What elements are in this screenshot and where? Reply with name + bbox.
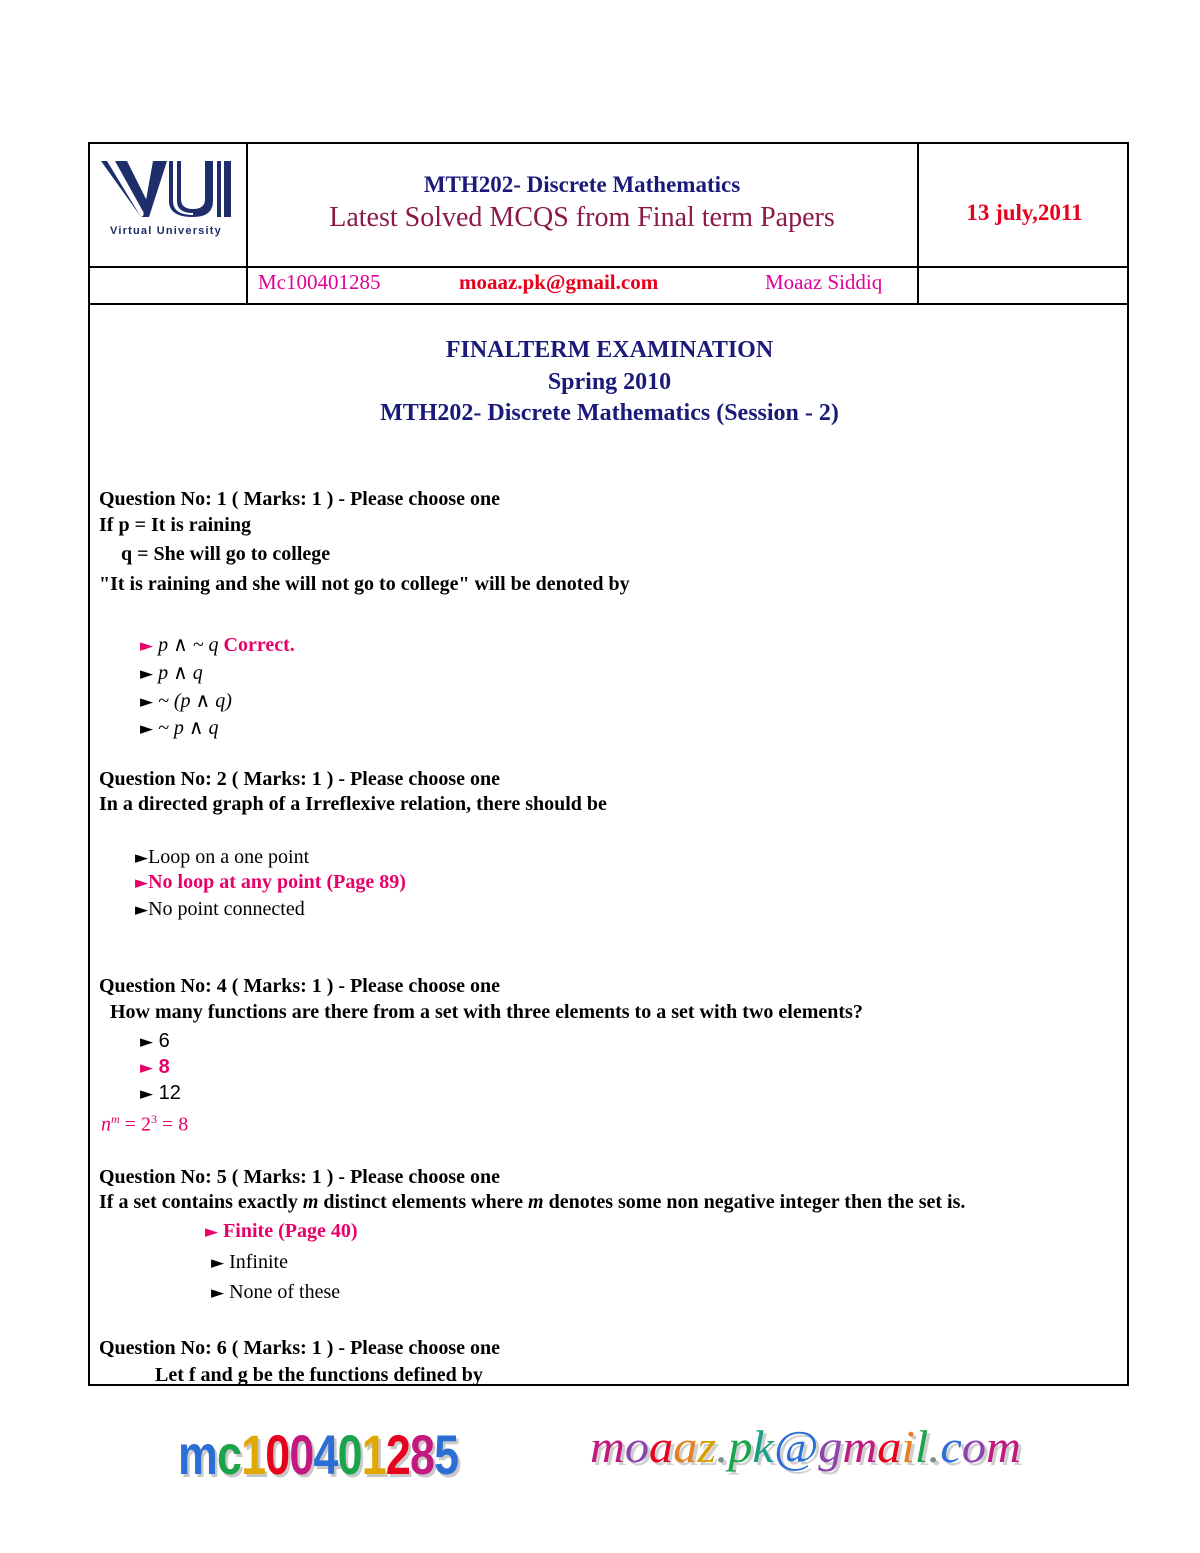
wm-char: 0 xyxy=(289,1423,314,1486)
question-2-heading: Question No: 2 ( Marks: 1 ) - Please choose one xyxy=(99,768,501,790)
option-text: No point connected xyxy=(148,898,305,920)
wm-char: k xyxy=(752,1421,774,1472)
formula-base: n xyxy=(101,1113,111,1136)
wm-char: m xyxy=(985,1421,1021,1472)
option-text: No loop at any point (Page 89) xyxy=(148,871,406,893)
question-5-option-2 xyxy=(211,1251,288,1274)
wm-char: c xyxy=(940,1421,962,1472)
question-4-heading: Question No: 4 ( Marks: 1 ) - Please choose one xyxy=(99,975,501,997)
header-bottom-line xyxy=(88,303,1129,305)
wm-char: a xyxy=(673,1421,698,1472)
wm-char: 4 xyxy=(313,1423,338,1486)
vu-logo xyxy=(97,153,235,239)
arrow-icon: ► xyxy=(140,692,154,712)
formula-exponent-2: 3 xyxy=(150,1112,157,1126)
question-1-text-line-1: If p = It is raining xyxy=(99,514,251,536)
exam-title: FINALTERM EXAMINATION xyxy=(445,337,774,363)
arrow-icon: ► xyxy=(140,1032,154,1052)
formula-exponent: m xyxy=(111,1112,120,1126)
question-5-text-b: distinct elements where xyxy=(318,1191,529,1213)
wm-char: m xyxy=(590,1421,625,1472)
wm-char: l xyxy=(914,1421,929,1472)
wm-char: 5 xyxy=(434,1423,459,1486)
question-2-option-1 xyxy=(135,846,309,869)
correct-marker: Correct. xyxy=(223,634,295,656)
arrow-icon: ► xyxy=(205,1222,219,1242)
wm-char: o xyxy=(961,1421,986,1472)
option-text: p ∧ q xyxy=(158,662,203,684)
option-text: 6 xyxy=(158,1030,170,1052)
question-5-text-a: If a set contains exactly xyxy=(99,1191,303,1213)
wm-char: m xyxy=(178,1423,218,1486)
wm-char: 8 xyxy=(410,1423,435,1486)
option-text: Finite (Page 40) xyxy=(223,1220,358,1242)
date-label: 13 july,2011 xyxy=(966,200,1083,225)
arrow-icon: ► xyxy=(211,1253,225,1273)
arrow-icon: ► xyxy=(140,664,154,684)
student-id-watermark xyxy=(178,1422,458,1487)
wm-char: 1 xyxy=(241,1423,266,1486)
wm-char: p xyxy=(728,1421,753,1472)
option-text: None of these xyxy=(229,1281,341,1303)
question-1-heading: Question No: 1 ( Marks: 1 ) - Please choose one xyxy=(99,488,501,510)
wm-char: 0 xyxy=(265,1423,290,1486)
question-1-option-2 xyxy=(140,660,203,685)
question-4-option-3 xyxy=(140,1082,181,1105)
arrow-icon: ► xyxy=(140,1084,154,1104)
question-1-option-3 xyxy=(140,688,232,713)
question-1-option-1 xyxy=(140,632,295,657)
wm-char: 0 xyxy=(337,1423,362,1486)
option-text: Infinite xyxy=(229,1251,288,1273)
question-6-text: Let f and g be the functions defined by xyxy=(155,1364,483,1386)
question-1-text-line-3: "It is raining and she will not go to college" will be denoted by xyxy=(99,573,630,595)
wm-char: . xyxy=(716,1421,729,1472)
wm-char: . xyxy=(928,1421,941,1472)
arrow-icon: ► xyxy=(135,848,149,868)
arrow-icon: ► xyxy=(211,1283,225,1303)
question-2-option-3 xyxy=(135,898,305,921)
wm-char: a xyxy=(649,1421,674,1472)
question-5-option-3 xyxy=(211,1281,340,1304)
question-4-option-1 xyxy=(140,1030,170,1053)
author-email: moaaz.pk@gmail.com xyxy=(459,270,659,294)
formula-middle: = 2 xyxy=(119,1113,151,1136)
question-1-text-line-2: q = She will go to college xyxy=(121,543,331,565)
arrow-icon: ► xyxy=(135,873,149,893)
wm-char: g xyxy=(818,1421,843,1472)
formula-result: = 8 xyxy=(156,1113,189,1136)
header-row-line xyxy=(88,266,1129,268)
question-5-text-m2: m xyxy=(528,1191,544,1213)
question-4-text: How many functions are there from a set with three elements to a set with two elements? xyxy=(110,1001,863,1023)
wm-char: o xyxy=(624,1421,650,1472)
wm-char: c xyxy=(217,1423,242,1486)
option-text: Loop on a one point xyxy=(148,846,310,868)
question-5-heading: Question No: 5 ( Marks: 1 ) - Please choose one xyxy=(99,1166,501,1188)
exam-course: MTH202- Discrete Mathematics (Session - 2) xyxy=(380,400,839,426)
question-5-text xyxy=(99,1191,965,1214)
wm-char: i xyxy=(901,1421,915,1472)
question-1-option-4 xyxy=(140,715,219,740)
course-subtitle: Latest Solved MCQS from Final term Papers xyxy=(329,202,835,233)
arrow-icon: ► xyxy=(140,1058,154,1078)
wm-char: a xyxy=(877,1421,902,1472)
wm-char: z xyxy=(697,1421,717,1472)
option-text: ~ (p ∧ q) xyxy=(158,690,232,712)
option-text: 8 xyxy=(158,1056,170,1078)
exam-term: Spring 2010 xyxy=(547,369,672,395)
header-divider-2 xyxy=(917,142,919,305)
student-id: Mc100401285 xyxy=(258,270,381,294)
email-watermark xyxy=(590,1420,1021,1473)
option-text: p ∧ ~ q xyxy=(158,634,219,656)
option-text: 12 xyxy=(158,1082,181,1104)
question-5-text-c: denotes some non negative integer then the set is. xyxy=(543,1191,966,1213)
logo-caption: Virtual University xyxy=(110,225,222,237)
question-2-text: In a directed graph of a Irreflexive relation, there should be xyxy=(99,793,607,815)
author-name: Moaaz Siddiq xyxy=(765,270,883,294)
option-text: ~ p ∧ q xyxy=(158,717,219,739)
question-5-option-1 xyxy=(205,1220,357,1243)
wm-char: @ xyxy=(773,1421,819,1472)
question-2-option-2 xyxy=(135,871,406,894)
question-4-option-2 xyxy=(140,1056,170,1079)
wm-char: 2 xyxy=(385,1423,411,1486)
course-title: MTH202- Discrete Mathematics xyxy=(423,172,741,197)
wm-char: m xyxy=(842,1421,878,1472)
question-4-formula xyxy=(101,1112,188,1137)
arrow-icon: ► xyxy=(135,900,149,920)
question-6-heading: Question No: 6 ( Marks: 1 ) - Please choose one xyxy=(99,1337,501,1359)
question-5-text-m1: m xyxy=(302,1191,319,1213)
arrow-icon: ► xyxy=(140,719,154,739)
wm-char: 1 xyxy=(361,1423,386,1486)
arrow-icon: ► xyxy=(140,636,154,656)
